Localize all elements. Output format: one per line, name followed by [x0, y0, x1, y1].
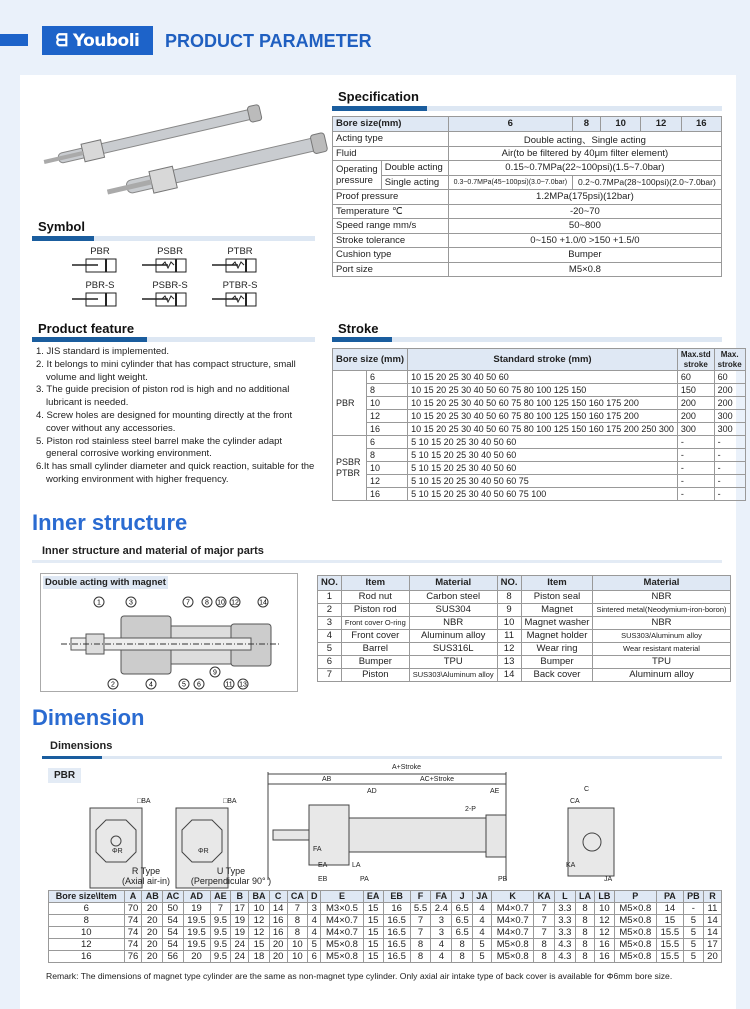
- dim-label-ad: AD: [367, 788, 377, 795]
- feature-item: 3. The guide precision of piston rod is high and no additional lubricant is needed.: [36, 384, 290, 409]
- page-title: PRODUCT PARAMETER: [165, 31, 372, 51]
- symbol-psbr-s: [140, 280, 200, 312]
- dim-label-r-u: ΦR: [198, 848, 209, 855]
- stroke-row: 12 10 15 20 25 30 40 50 60 75 80 100 125 150 160 175 200 200 300: [333, 410, 746, 423]
- pneumatic-symbol-icon: [140, 291, 202, 309]
- dim-label-ab: AB: [322, 776, 332, 783]
- material-row: 4 Front cover Aluminum alloy 11 Magnet holder SUS303/Aluminum alloy: [318, 629, 731, 642]
- feature-list: [36, 346, 316, 487]
- materials-table: NO. Item Material NO. Item Material 1 Rod nut Carbon steel 8 Piston seal NBR 2 Piston rod SUS304 9 Magnet Sintered metal(Neodymium-iron-boron) 3 Front cover O-ring NBR 10 Magnet washer NBR 4 Front cover Aluminum alloy 11 Magnet holder SUS303/Aluminum alloy 5 Barrel SUS316L 12 Wear ring Wear resistant material 6 Bumper TPU 13 Bumper TPU 7 Piston SUS303\Aluminum alloy 14 Back cover Aluminum alloy: [317, 575, 731, 682]
- remark-text: Remark: The dimensions of magnet type cylinder are the same as non-magnet type cylinder. Only axial air intake type of back cover is available for Φ6mm bore size.: [46, 971, 673, 981]
- cylinder-cross-section: [41, 574, 297, 691]
- callout-13: [238, 679, 248, 689]
- stroke-row: 8 5 10 15 20 25 30 40 50 60 - -: [333, 449, 746, 462]
- material-row: 5 Barrel SUS316L 12 Wear ring Wear resistant material: [318, 642, 731, 655]
- callout-1: [94, 597, 104, 607]
- symbol-ptbr-s: [210, 280, 270, 312]
- svg-text:11: 11: [225, 681, 233, 689]
- callout-2: [108, 679, 118, 689]
- dim-label-ba-u: □BA: [223, 798, 237, 805]
- stroke-row: 8 10 15 20 25 30 40 50 60 75 80 100 125 150 150 200: [333, 384, 746, 397]
- callout-6: [194, 679, 204, 689]
- material-row: 3 Front cover O-ring NBR 10 Magnet washer NBR: [318, 616, 731, 629]
- structure-diagram-box: [40, 573, 298, 692]
- stroke-table: Bore size (mm) Standard stroke (mm) Max.std stroke Max. stroke PBR 6 10 15 20 25 30 40 50 60 60 60 8 10 15 20 25 30 40 50 60 75 80 100 125 150 150 200 10 10 15 20 25 30 40 50 60 75 80 100 125 150 160 175 200 200 200 12 10 15 20 25 30 40 50 60 75 80 100 125 150 160 175 200 200 300 16 10 15 20 25 30 40 50 60 75 80 100 125 150 160 175 200 250 300 300 300 PSBR PTBR 6 5 10 15 20 25 30 40 50 60 - - 8 5 10 15 20 25 30 40 50 60 - - 10 5 10 15 20 25 30 40 50 60 - - 12 5 10 15 20 25 30 40 50 60 75 - - 16 5 10 15 20 25 30 40 50 60 75 100 - -: [332, 348, 746, 501]
- symbol-label: PBR-S: [85, 280, 115, 291]
- dimension-row: 16 76 20 56 20 9.5 24 18 20 10 6 M5×0.8 15 16.5 8 4 8 5 M5×0.8 8 4.3 8 16 M5×0.8 15.5 5 20: [49, 951, 722, 963]
- pneumatic-symbol-icon: [70, 291, 132, 309]
- model-tag: PBR: [48, 768, 81, 783]
- dim-label-eb: EB: [318, 876, 328, 883]
- stroke-row: 16 10 15 20 25 30 40 50 60 75 80 100 125 150 160 175 200 250 300 300 300: [333, 423, 746, 436]
- dim-label-p: 2-P: [465, 806, 476, 813]
- section-underline: [32, 236, 315, 241]
- dim-label-fa: FA: [313, 846, 322, 853]
- feature-item: 4. Screw holes are designed for mounting directly at the front cover without any accessories.: [36, 409, 293, 434]
- svg-text:13: 13: [239, 681, 247, 689]
- stroke-row: 10 5 10 15 20 25 30 40 50 60 - -: [333, 462, 746, 475]
- dim-label-ac: AC+Stroke: [420, 776, 455, 783]
- material-row: 6 Bumper TPU 13 Bumper TPU: [318, 655, 731, 668]
- svg-text:14: 14: [259, 599, 267, 607]
- brand-logo: ᗺ Youboli: [42, 26, 153, 55]
- material-row: 7 Piston SUS303\Aluminum alloy 14 Back cover Aluminum alloy: [318, 668, 731, 681]
- callout-10: [216, 597, 226, 607]
- svg-text:8: 8: [205, 599, 209, 607]
- callout-11: [224, 679, 234, 689]
- callout-7: [183, 597, 193, 607]
- specification-heading: Specification: [338, 89, 419, 104]
- callout-4: [146, 679, 156, 689]
- stroke-row: 16 5 10 15 20 25 30 40 50 60 75 100 - -: [333, 488, 746, 501]
- specification-table: Bore size(mm) 6 8 10 12 16 Acting type Double acting、Single acting Fluid Air(to be filtered by 40μm filter element) Operating pressure Double acting 0.15~0.7MPa(22~100psi)(1.5~7.0bar) Single acting 0.3~0.7MPa(45~100psi)(3.0~7.0bar) 0.2~0.7MPa(28~100psi)(2.0~7.0bar) Proof pressure 1.2MPa(175psi)(12bar) Temperature ℃ -20~70 Speed range mm/s 50~800 Stroke tolerance 0~150 +1.0/0 >150 +1.5/0 Cushion type Bumper Port size M5×0.8: [332, 116, 722, 277]
- symbol-label: PTBR-S: [222, 280, 258, 291]
- symbol-label: PTBR: [227, 246, 253, 257]
- dim-label-ea: EA: [318, 862, 328, 869]
- dimension-row: 10 74 20 54 19.5 9.5 19 12 16 8 4 M4×0.7 15 16.5 7 3 6.5 4 M4×0.7 7 3.3 8 12 M5×0.8 15.5 5 14: [49, 927, 722, 939]
- section-underline: [42, 756, 722, 759]
- feature-item: 6.It has small cylinder diameter and quick reaction, suitable for the working environment with higher frequency.: [36, 461, 315, 485]
- dim-label-ca: CA: [570, 798, 580, 805]
- pneumatic-symbol-icon: [70, 257, 132, 275]
- dimension-row: 6 70 20 50 19 7 17 10 14 7 3 M3×0.5 15 16 5.5 2.4 6.5 4 M4×0.7 7 3.3 8 10 M5×0.8 14 - 11: [49, 903, 722, 915]
- stroke-row: 12 5 10 15 20 25 30 40 50 60 75 - -: [333, 475, 746, 488]
- svg-text:12: 12: [231, 599, 239, 607]
- dim-label-c: C: [584, 786, 590, 793]
- diagram-label: Double acting with magnet: [45, 577, 166, 588]
- dimension-row: 12 74 20 54 19.5 9.5 24 15 20 10 5 M5×0.8 15 16.5 8 4 8 5 M5×0.8 8 4.3 8 16 M5×0.8 15.5 5 17: [49, 939, 722, 951]
- feature-item: 5. Piston rod stainless steel barrel make the cylinder adapt general corrosive working environment.: [36, 435, 283, 460]
- dim-label-ae: AE: [490, 788, 500, 795]
- material-row: 2 Piston rod SUS304 9 Magnet Sintered metal(Neodymium-iron-boron): [318, 603, 731, 616]
- dim-label-r-r: ΦR: [112, 848, 123, 855]
- pneumatic-symbol-icon: [210, 257, 272, 275]
- dimensions-table: Bore size\Item A AB AC AD AE B BA C CA D E EA EB F FA J JA K KA L LA LB P PA PB R 6 70 20 50 19 7 17 10 14 7 3 M3×0.5 15 16 5.5 2.4 6.5 4 M4×0.7 7 3.3 8 10 M5×0.8 14 - 11 8 74 20 54 19.5 9.5 19 12 16 8 4 M4×0.7 15 16.5 7 3 6.5 4 M4×0.7 7 3.3 8 12 M5×0.8 15 5 14 10 74 20 54 19.5 9.5 19 12 16 8 4 M4×0.7 15 16.5 7 3 6.5 4 M4×0.7 7 3.3 8 12 M5×0.8 15.5 5 14 12 74 20 54 19.5 9.5 24 15 20 10 5 M5×0.8 15 16.5 8 4 8 5 M5×0.8 8 4.3 8 16 M5×0.8 15.5 5 17 16 76 20 56 20 9.5 24 18 20 10 6 M5×0.8 15 16.5 8 4 8 5 M5×0.8 8 4.3 8 16 M5×0.8 15.5 5 20: [48, 890, 722, 963]
- pneumatic-symbol-icon: [210, 291, 272, 309]
- svg-text:2: 2: [111, 681, 115, 689]
- svg-text:3: 3: [129, 599, 133, 607]
- bore-size-label: Bore size(mm): [333, 117, 449, 132]
- symbol-ptbr: [210, 246, 270, 278]
- inner-structure-subheading: Inner structure and material of major parts: [42, 545, 264, 557]
- section-underline: [332, 106, 722, 111]
- side-view: [268, 772, 506, 880]
- symbol-label: PSBR-S: [152, 280, 188, 291]
- stroke-row: PSBR PTBR 6 5 10 15 20 25 30 40 50 60 - -: [333, 436, 746, 449]
- dimensions-subheading: Dimensions: [50, 740, 113, 752]
- feature-item: 2. It belongs to mini cylinder that has compact structure, small volume and light weight.: [36, 358, 296, 383]
- symbol-pbr: [70, 246, 130, 278]
- callout-9: [210, 667, 220, 677]
- svg-text:7: 7: [186, 599, 190, 607]
- symbol-heading: Symbol: [38, 219, 85, 234]
- inner-structure-heading: Inner structure: [32, 510, 188, 535]
- stroke-row: PBR 6 10 15 20 25 30 40 50 60 60 60: [333, 371, 746, 384]
- section-underline: [32, 560, 722, 563]
- dim-label-pb: PB: [498, 876, 508, 883]
- callout-12: [230, 597, 240, 607]
- material-row: 1 Rod nut Carbon steel 8 Piston seal NBR: [318, 590, 731, 603]
- u-type-caption: U Type (Perpendicular 90° ): [190, 866, 272, 886]
- product-feature-heading: Product feature: [38, 321, 135, 336]
- dim-label-ka: KA: [566, 862, 576, 869]
- svg-text:9: 9: [213, 669, 217, 677]
- callout-14: [258, 597, 268, 607]
- symbol-label: PSBR: [157, 246, 183, 257]
- section-underline: [332, 337, 722, 342]
- dimension-heading: Dimension: [32, 705, 145, 730]
- dim-label-ba-r: □BA: [137, 798, 151, 805]
- feature-item: 1. JIS standard is implemented.: [36, 346, 170, 357]
- dim-label-pa: PA: [360, 876, 369, 883]
- section-underline: [32, 337, 315, 342]
- symbol-grid: [70, 246, 290, 312]
- symbol-psbr: [140, 246, 200, 278]
- dim-label-a: A+Stroke: [392, 764, 421, 771]
- r-type-caption: R Type (Axial air-in): [121, 866, 170, 886]
- svg-text:6: 6: [197, 681, 201, 689]
- product-photo: [40, 95, 330, 205]
- svg-text:10: 10: [217, 599, 225, 607]
- svg-text:1: 1: [97, 599, 101, 607]
- symbol-label: PBR: [90, 246, 110, 257]
- callout-3: [126, 597, 136, 607]
- dim-label-ja: JA: [604, 876, 613, 883]
- dimension-row: 8 74 20 54 19.5 9.5 19 12 16 8 4 M4×0.7 15 16.5 7 3 6.5 4 M4×0.7 7 3.3 8 12 M5×0.8 15 5 14: [49, 915, 722, 927]
- callout-5: [179, 679, 189, 689]
- header-accent-bar: [0, 34, 28, 46]
- svg-text:4: 4: [149, 681, 153, 689]
- pneumatic-symbol-icon: [140, 257, 202, 275]
- dim-label-la: LA: [352, 862, 361, 869]
- svg-text:5: 5: [182, 681, 186, 689]
- symbol-pbr-s: [70, 280, 130, 312]
- stroke-heading: Stroke: [338, 321, 379, 336]
- callout-8: [202, 597, 212, 607]
- stroke-row: 10 10 15 20 25 30 40 50 60 75 80 100 125 150 160 175 200 200 200: [333, 397, 746, 410]
